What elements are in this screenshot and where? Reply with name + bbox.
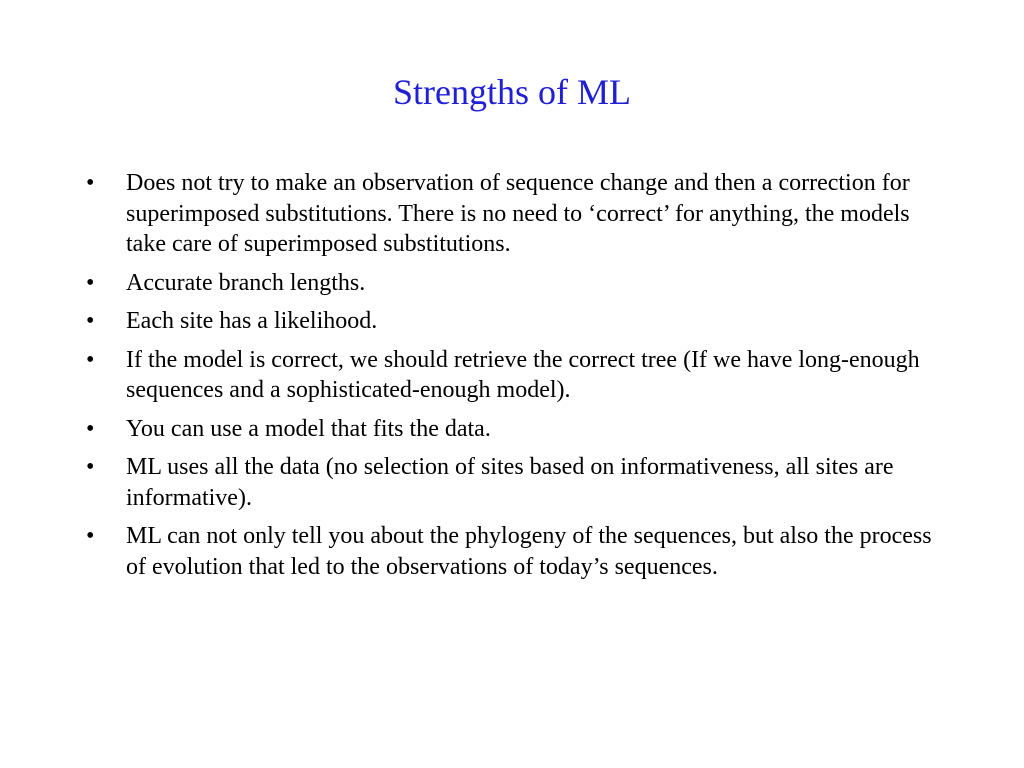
bullet-icon: • <box>86 454 95 480</box>
bullet-icon: • <box>86 269 95 296</box>
list-item <box>80 521 950 582</box>
bullet-text: ML uses all the data (no selection of sites based on informativeness, all sites are informative). <box>126 454 894 511</box>
bullet-text: Accurate branch lengths. <box>126 269 366 296</box>
list-item <box>80 414 950 445</box>
bullet-icon: • <box>86 308 95 334</box>
slide-title: Strengths of ML <box>393 72 631 112</box>
bullet-list <box>80 168 950 590</box>
bullet-icon: • <box>86 523 95 549</box>
bullet-text: Does not try to make an observation of sequence change and then a correction for superimposed substitutions. There is no need to ‘correct’ for anything, the models take care of superimposed substitutions. <box>126 170 910 257</box>
list-item <box>80 168 950 260</box>
bullet-icon: • <box>86 346 95 373</box>
list-item <box>80 306 950 337</box>
bullet-text: Each site has a likelihood. <box>126 308 378 334</box>
list-item <box>80 345 950 406</box>
list-item <box>80 452 950 513</box>
list-item <box>80 268 950 299</box>
bullet-icon: • <box>86 415 95 442</box>
bullet-text: You can use a model that fits the data. <box>126 415 491 442</box>
bullet-text: If the model is correct, we should retrieve the correct tree (If we have long-enough sequences and a sophisticated-enough model). <box>126 346 920 403</box>
bullet-icon: • <box>86 170 95 196</box>
bullet-text: ML can not only tell you about the phylogeny of the sequences, but also the process of evolution that led to the observations of today’s sequences. <box>126 523 932 580</box>
